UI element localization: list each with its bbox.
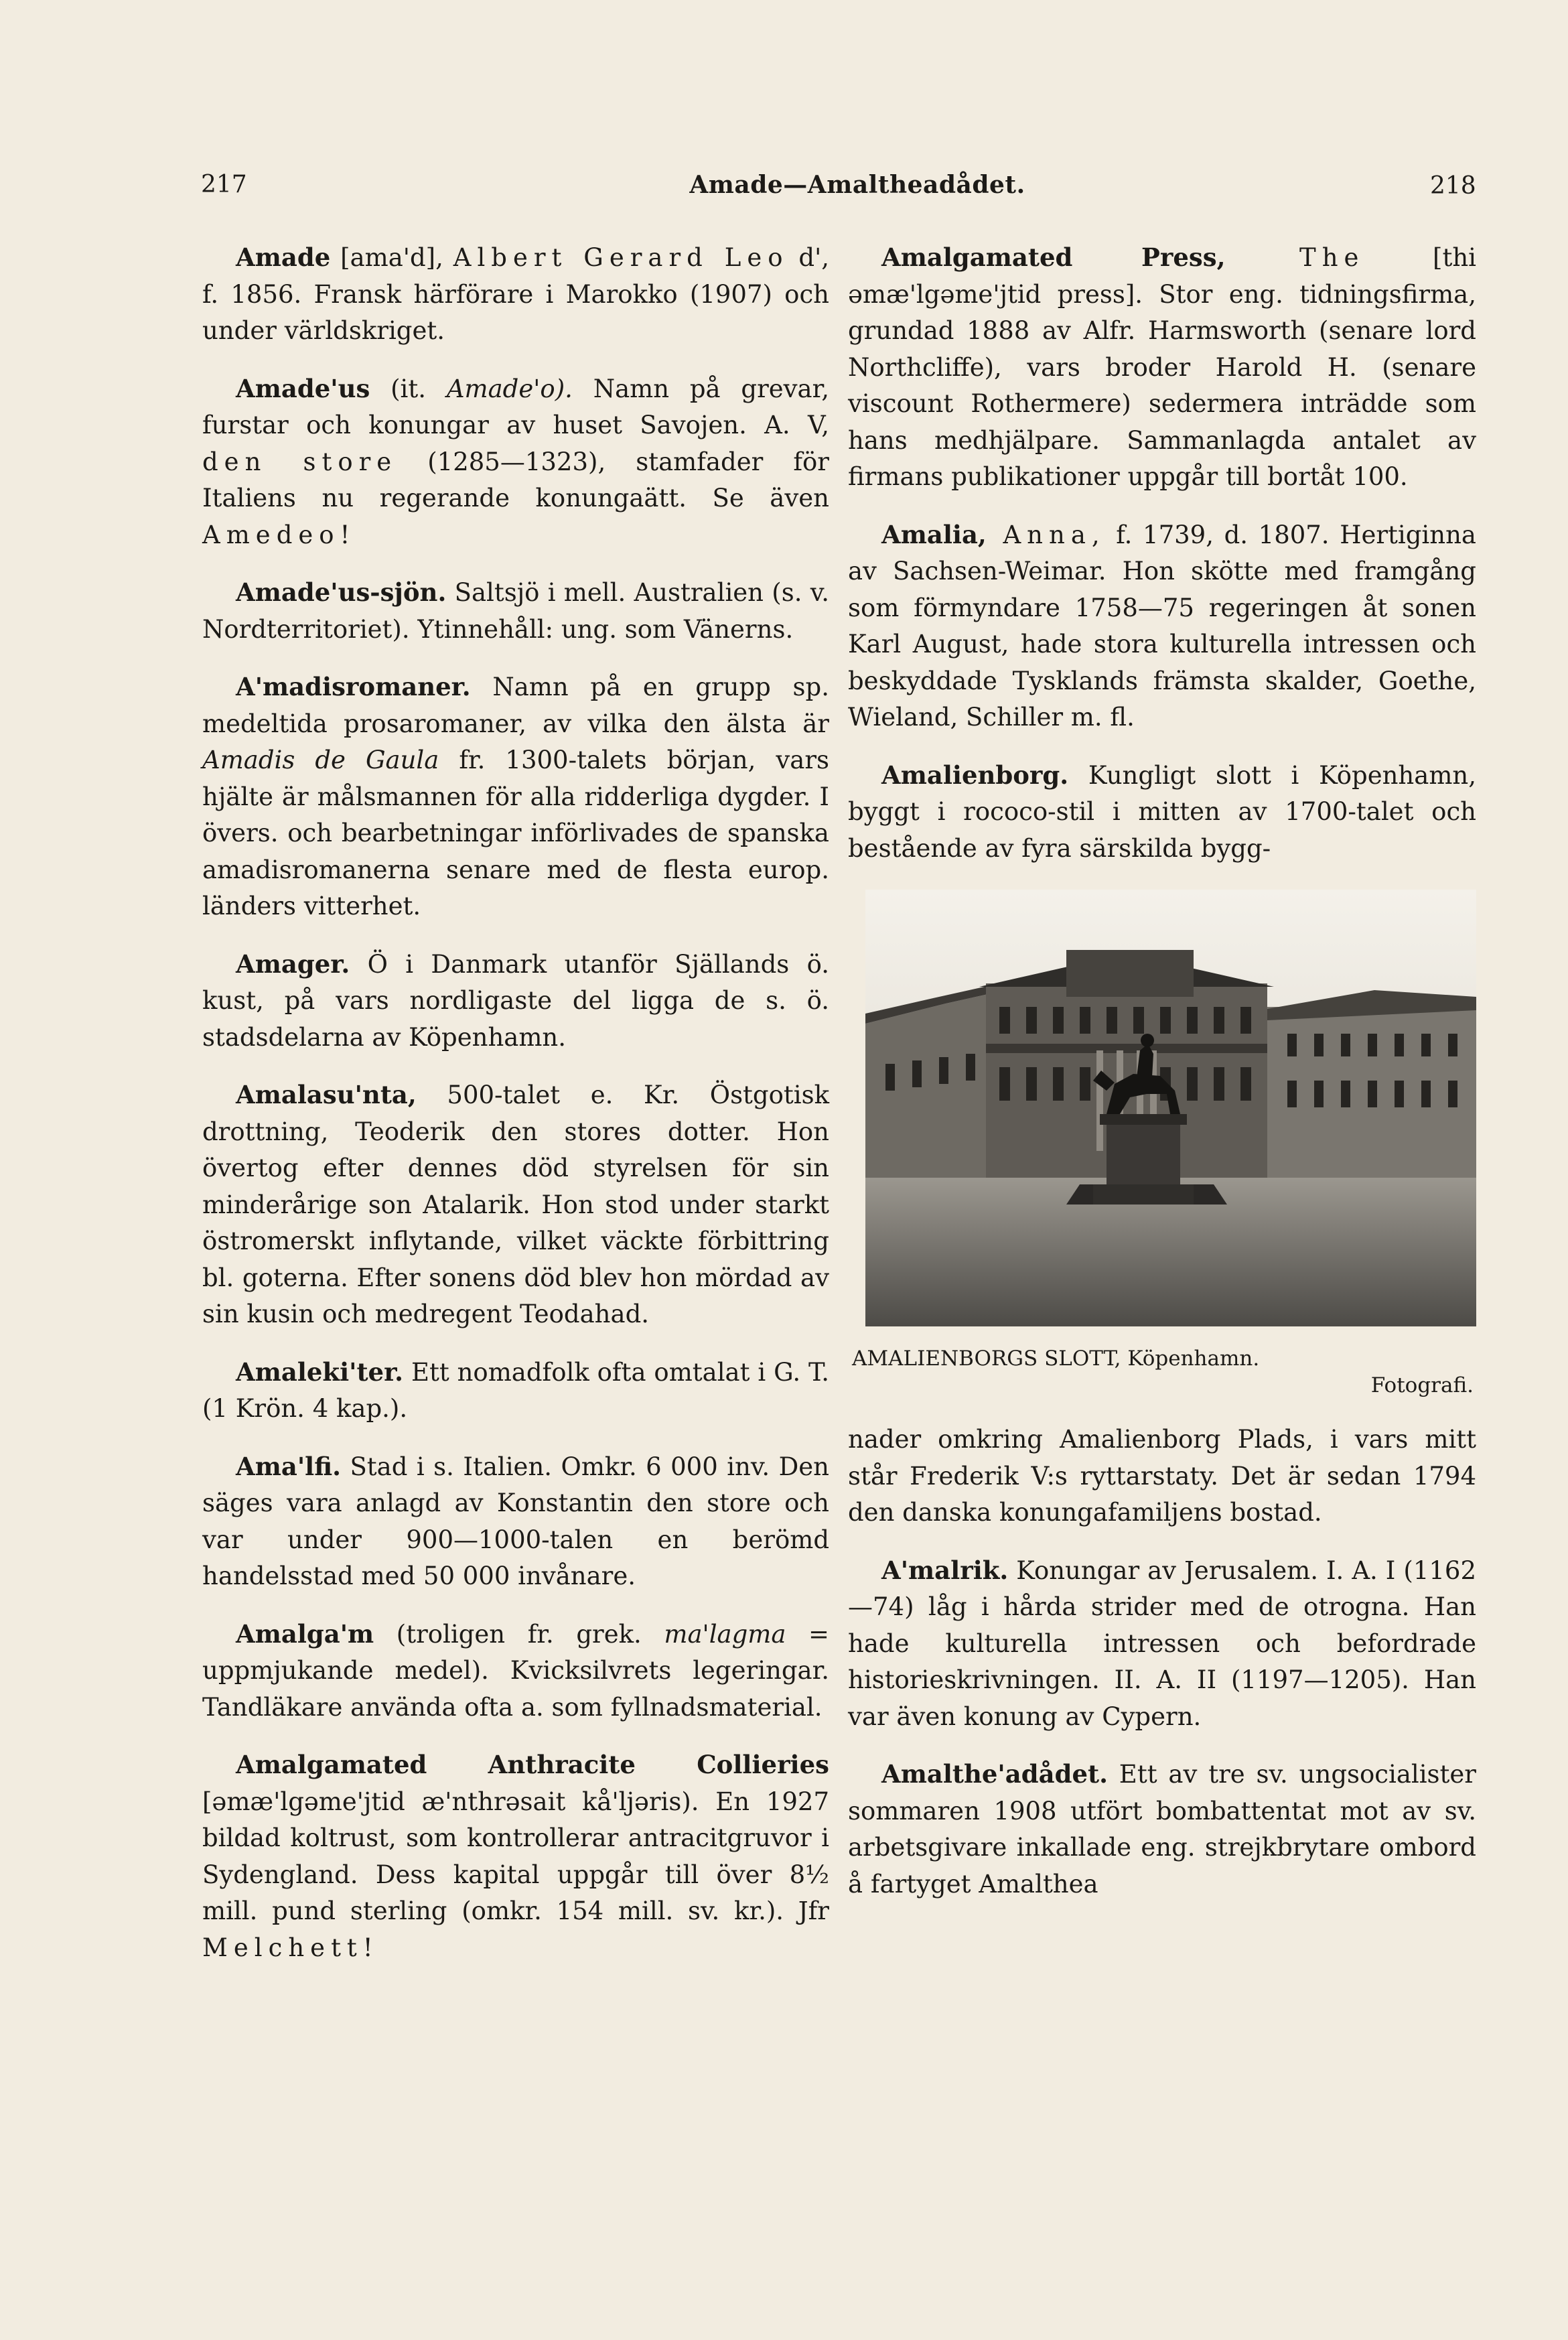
headword: Amalthe'adådet. — [881, 1759, 1108, 1789]
headword: A'madisromaner. — [236, 672, 471, 701]
entry-amalekiter: Amaleki'ter. Ett nomadfolk ofta omtalat i G. T. (1 Krön. 4 kap.). — [202, 1357, 829, 1423]
entry-amalasunta: Amalasu'nta, 500-talet e. Kr. Östgotisk drottning, Teoderik den stores dotter. Hon övertog efter dennes död styrelsen för sin minderårige son Atalarik. Hon stod under starkt östromerskt inflytande, vilket väckte förbittring bl. goterna. Efter sonens död blev hon mördad av sin kusin och medregent Teodahad. — [202, 1080, 829, 1328]
entry-amalgamated-press: Amalgamated Press, The [thi əmæ'lgəme'jtid press]. Stor eng. tidningsfirma, grundad 1888 av Alfr. Harmsworth (senare lord Northcliffe), vars broder Harold H. (senare viscount Rothermere) sedermera inträdde som hans medhjälpare. Sammanlagda antalet av firmans publikationer uppgår till bortåt 100. — [848, 243, 1476, 491]
entry-amalia: Amalia, Anna, f. 1739, d. 1807. Hertiginna av Sachsen-Weimar. Hon skötte med framgång som förmyndare 1758—75 regeringen åt sonen Karl August, hade stora kulturella intressen och beskyddade Tysklands främsta skalder, Goethe, Wieland, Schiller m. fl. — [848, 519, 1476, 732]
entry-amadeus: Amade'us (it. Amade'o). Namn på grevar, furstar och konungar av huset Savojen. A. V, den store (1285—1323), stamfader för Italiens nu regerande konungaätt. Se även Amedeo! — [202, 373, 829, 549]
entry-amalgamated-anthracite: Amalgamated Anthracite Collieries [əmæ'lgəme'jtid æ'nthrəsait kå'ljəris). En 1927 bildad koltrust, som kontrollerar antracitgruvor i Sydengland. Dess kapital uppgår till över 8½ mill. pund sterling (omkr. 154 mill. sv. kr.). Jfr Melchett! — [202, 1750, 829, 1962]
right-column — [848, 239, 1476, 1923]
running-title: Amade—Amaltheadådet. — [689, 171, 1025, 199]
headword: Amade'us — [236, 373, 370, 403]
entry-amalfi: Ama'lfi. Stad i s. Italien. Omkr. 6 000 inv. Den säges vara anlagd av Konstantin den store och var under 900—1000-talen en berömd handelsstad med 50 000 invånare. — [202, 1451, 829, 1590]
headword: Amalienborg. — [881, 760, 1069, 790]
entry-amaltheadadet: Amalthe'adådet. Ett av tre sv. ungsocialister sommaren 1908 utfört bombattentat mot av sv. arbetsgivare inkallade eng. strejkbrytare ombord å fartyget Amalthea — [848, 1759, 1476, 1899]
page-number-right: 218 — [1430, 172, 1476, 200]
figure-caption — [848, 1345, 1476, 1399]
headword: Amade — [236, 243, 331, 272]
entry-amager: Amager. Ö i Danmark utanför Själlands ö. kust, på vars nordligaste del ligga de s. ö. stadsdelarna av Köpenhamn. — [202, 949, 829, 1052]
headword: Amade'us-sjön. — [236, 577, 447, 607]
headword: Amaleki'ter. — [236, 1357, 404, 1387]
caption-credit: Fotografi. — [1370, 1373, 1474, 1397]
entry-amade: Amade [ama'd], Albert Gerard Leo d', f. 1856. Fransk härförare i Marokko (1907) och under världskriget. — [202, 243, 830, 345]
page-header — [0, 171, 1568, 211]
headword: Amalgamated Anthracite Collieries — [236, 1750, 829, 1779]
entry-amalienborg: Amalienborg. Kungligt slott i Köpenhamn, byggt i rococo-stil i mitten av 1700-talet och bestående av fyra särskilda bygg- — [848, 760, 1476, 863]
amalienborg-figure — [848, 890, 1476, 1399]
entry-amalienborg-continued: nader omkring Amalienborg Plads, i vars mitt står Frederik V:s ryttarstaty. Det är sedan 1794 den danska konungafamiljens bostad. — [848, 1425, 1476, 1527]
headword: Amalgamated Press, — [881, 243, 1226, 272]
headword: Amalasu'nta, — [236, 1080, 417, 1109]
headword: Amalga'm — [236, 1619, 374, 1649]
entry-amalgam: Amalga'm (troligen fr. grek. ma'lagma = uppmjukande medel). Kvicksilvrets legeringar. Tandläkare använda ofta a. som fyllnadsmaterial. — [202, 1619, 829, 1722]
amalienborg-photo — [865, 890, 1476, 1326]
entry-amadisromaner: A'madisromaner. Namn på en grupp sp. medeltida prosaromaner, av vilka den älsta är Amadis de Gaula fr. 1300-talets början, vars hjälte är målsmannen för alla ridderliga dygder. I övers. och bearbetningar införlivades de spanska amadisromanerna senare med de flesta europ. länders vitterhet. — [202, 672, 829, 920]
left-column — [202, 239, 829, 1987]
entry-amadeus-sjon: Amade'us-sjön. Saltsjö i mell. Australien (s. v. Nordterritoriet). Ytinnehåll: ung. som Vänerns. — [202, 577, 829, 644]
page-number-left: 217 — [201, 171, 247, 198]
headword: Amager. — [236, 949, 350, 979]
headword: Amalia, — [881, 519, 987, 549]
entry-amalrik: A'malrik. Konungar av Jerusalem. I. A. I (1162—74) låg i hårda strider med de otrogna. Han hade kulturella intressen och befordrade historieskrivningen. II. A. II (1197—1205). Han var även konung av Cypern. — [848, 1555, 1476, 1731]
caption-title: AMALIENBORGS SLOTT, Köpenhamn. — [852, 1347, 1260, 1371]
headword: A'malrik. — [881, 1555, 1009, 1585]
headword: Ama'lfi. — [236, 1451, 341, 1481]
